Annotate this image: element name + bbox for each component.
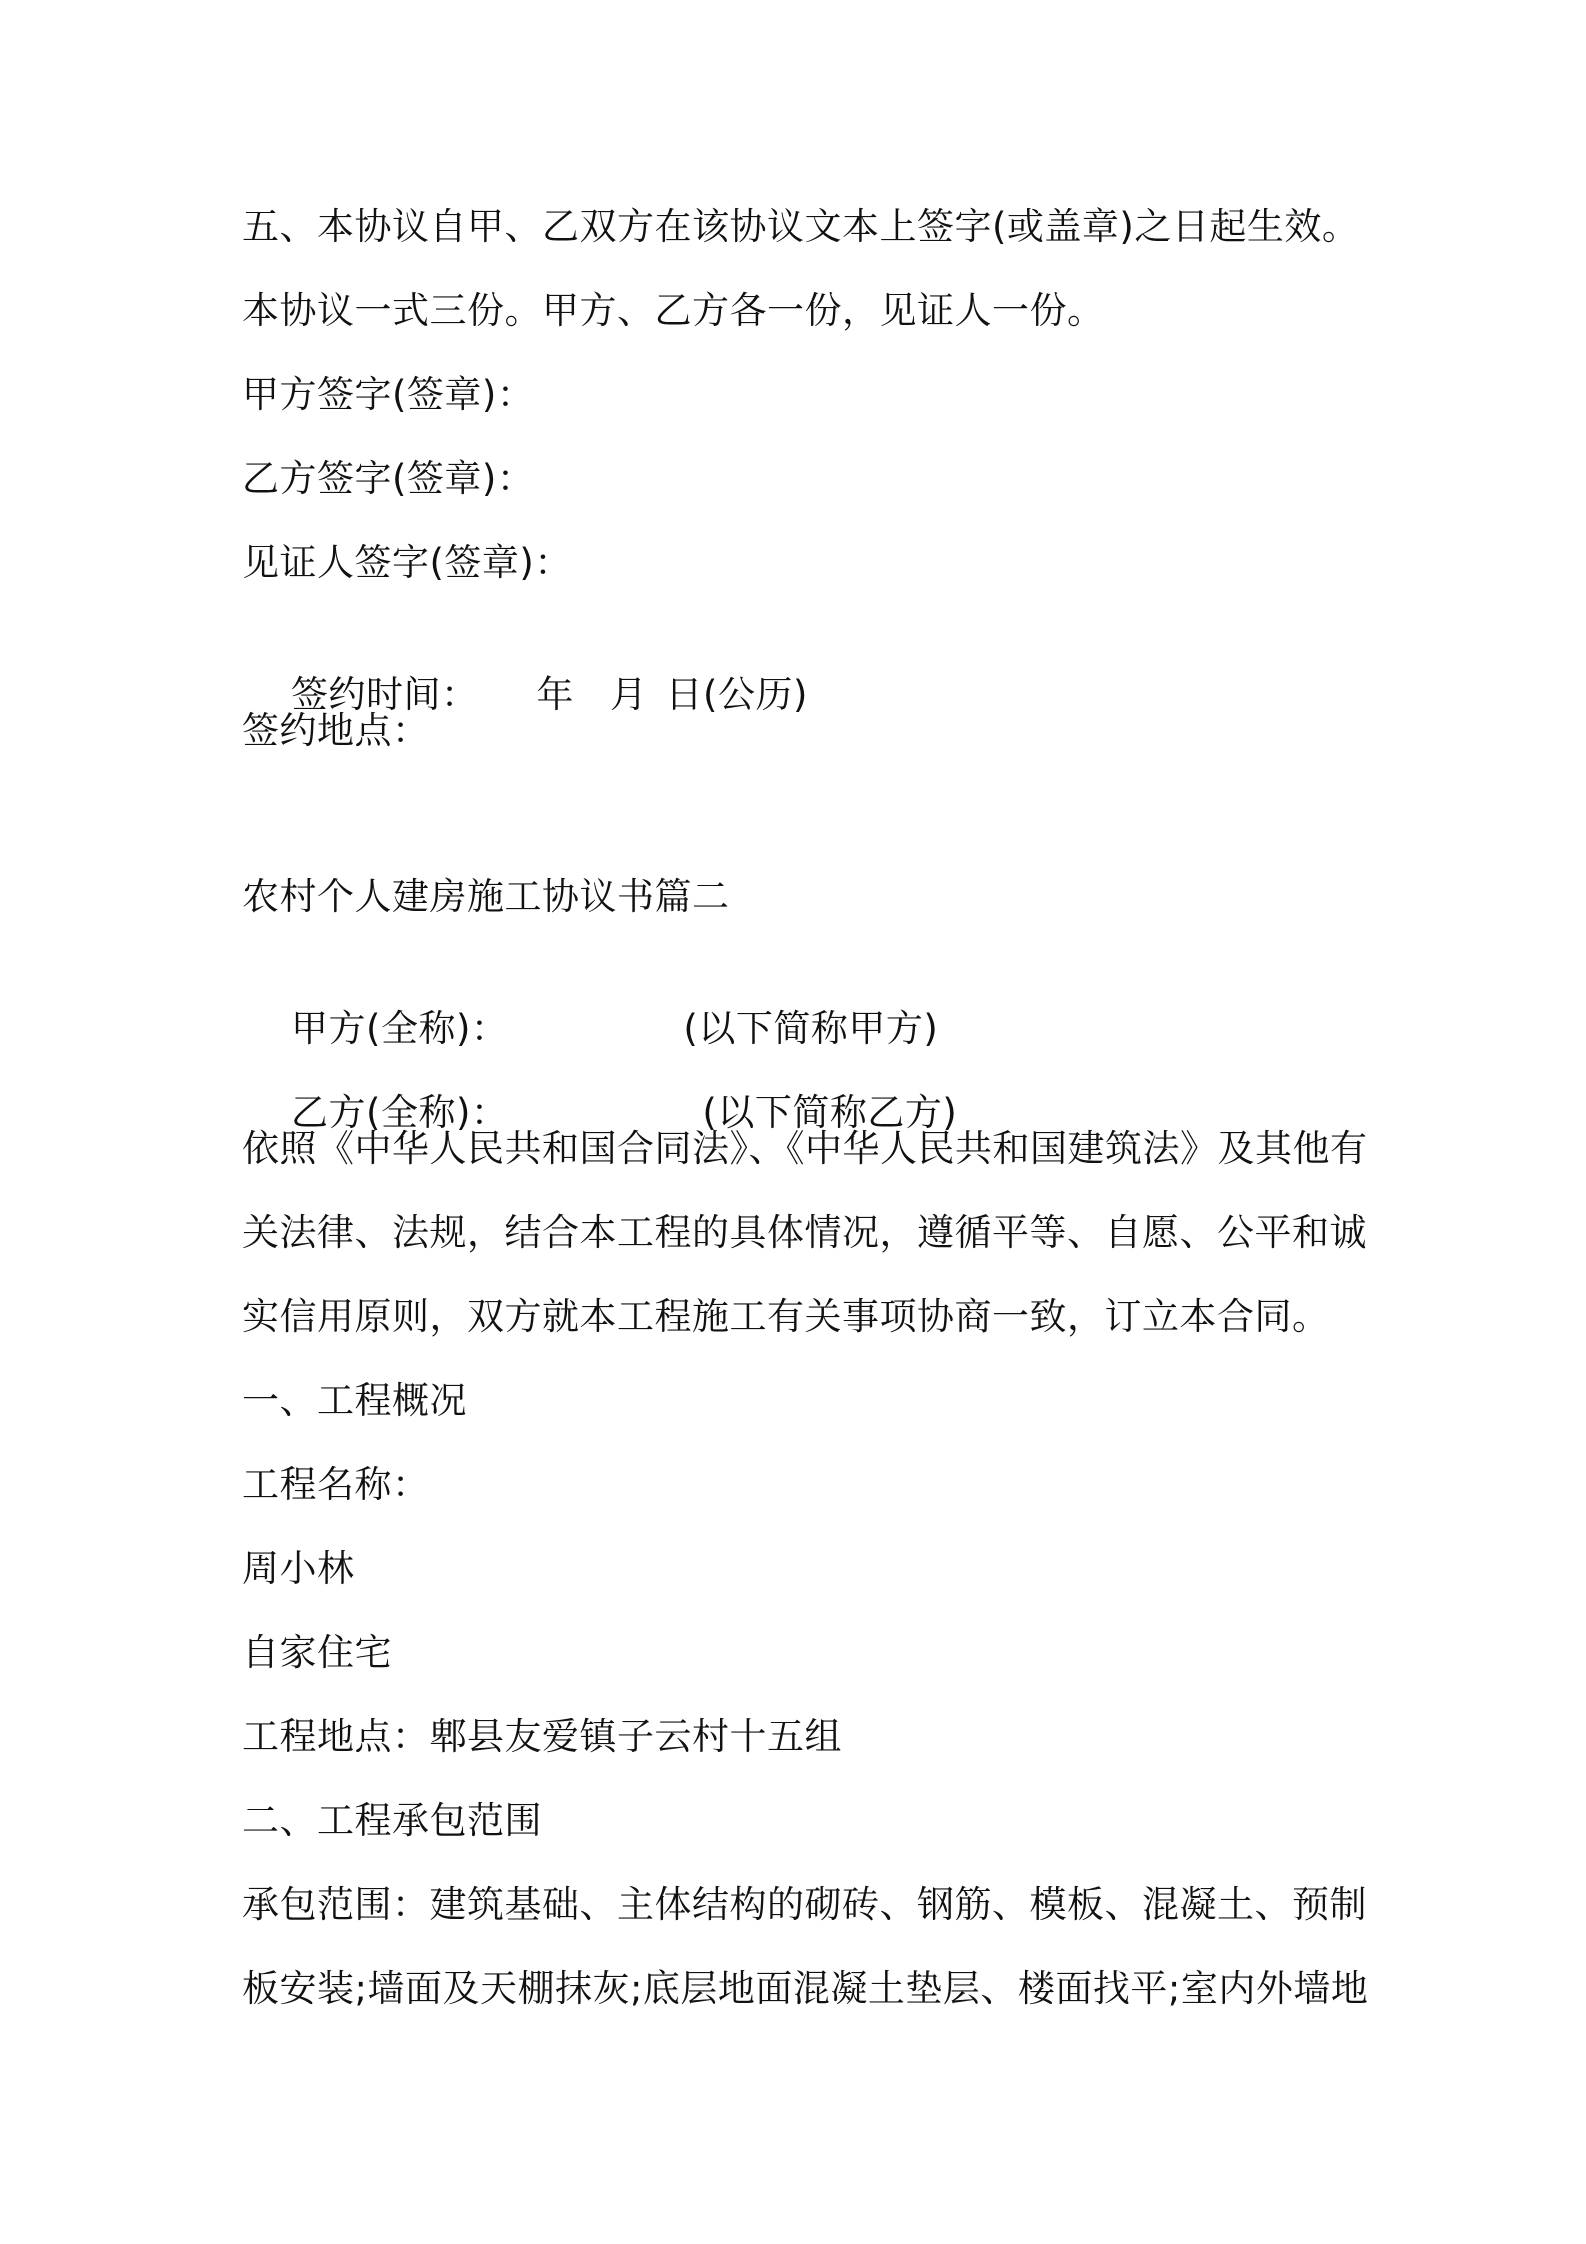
- signing-place-line: 签约地点：: [242, 709, 430, 752]
- party-a-signature-line: 甲方签字(签章)：: [242, 373, 535, 416]
- body-line: 依照《中华人民共和国合同法》、《中华人民共和国建筑法》及其他有: [242, 1127, 1368, 1170]
- signing-date-label: 签约时间：: [291, 673, 479, 716]
- witness-signature-line: 见证人签字(签章)：: [242, 541, 572, 584]
- party-b-note: (以下简称乙方): [702, 1091, 958, 1134]
- party-a-note: (以下简称甲方): [683, 1007, 939, 1050]
- project-name-label: 工程名称：: [242, 1463, 430, 1506]
- project-owner-name: 周小林: [242, 1547, 355, 1590]
- section-heading-scope: 二、工程承包范围: [242, 1799, 542, 1842]
- section-heading-overview: 一、工程概况: [242, 1379, 467, 1422]
- body-line: 板安装;墙面及天棚抹灰;底层地面混凝土垫层、楼面找平;室内外墙地: [242, 1967, 1369, 2010]
- copies-line: 本协议一式三份。甲方、乙方各一份，见证人一份。: [242, 289, 1105, 332]
- signing-date-day: 日(公历): [665, 673, 808, 716]
- section-two-title: 农村个人建房施工协议书篇二: [242, 875, 730, 918]
- signing-date-month: 月: [610, 673, 648, 716]
- body-line: 承包范围：建筑基础、主体结构的砌砖、钢筋、模板、混凝土、预制: [242, 1883, 1367, 1926]
- body-line: 关法律、法规，结合本工程的具体情况，遵循平等、自愿、公平和诚: [242, 1211, 1367, 1254]
- signing-date-year: 年: [536, 673, 575, 716]
- party-b-label: 乙方(全称)：: [291, 1091, 509, 1134]
- project-type: 自家住宅: [242, 1631, 392, 1674]
- body-line: 实信用原则，双方就本工程施工有关事项协商一致，订立本合同。: [242, 1295, 1330, 1338]
- project-location: 工程地点：郫县友爱镇子云村十五组: [242, 1715, 842, 1758]
- clause-five-line: 五、本协议自甲、乙双方在该协议文本上签字(或盖章)之日起生效。: [242, 205, 1360, 248]
- party-b-signature-line: 乙方签字(签章)：: [242, 457, 535, 500]
- party-a-label: 甲方(全称)：: [291, 1007, 509, 1050]
